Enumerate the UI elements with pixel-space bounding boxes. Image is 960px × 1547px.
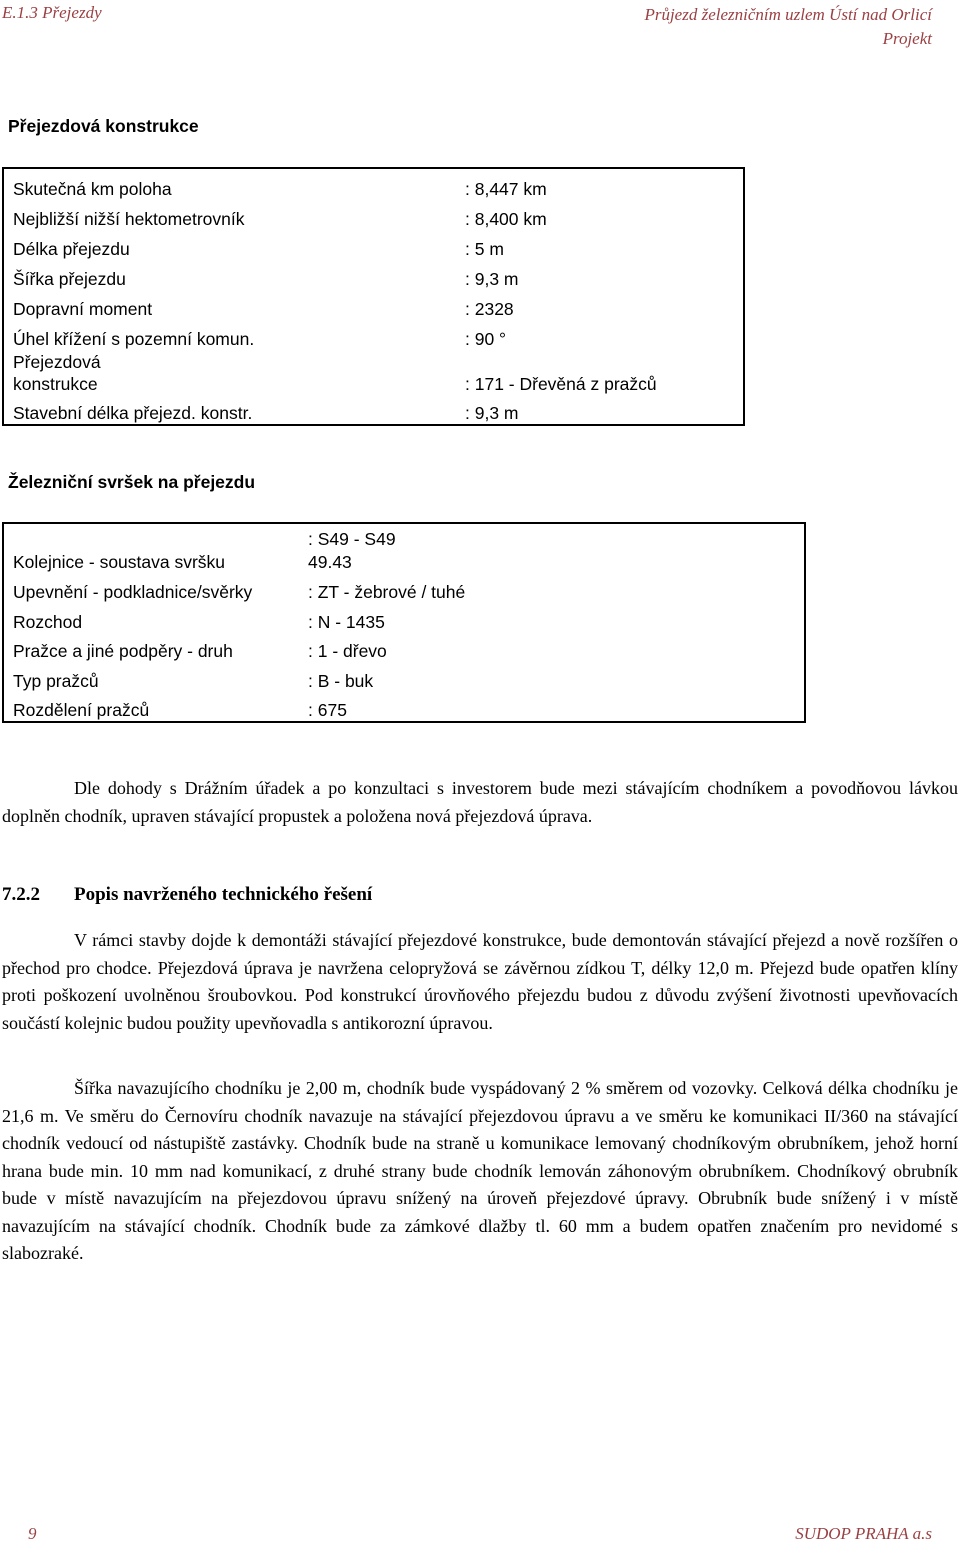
crossing-row-value: : 2328	[465, 299, 514, 319]
sidewalk-paragraph: Šířka navazujícího chodníku je 2,00 m, chodník bude vyspádovaný 2 % směrem od vozovky. Celková délka chodníku je 21,6 m. Ve směru do Černovíru chodník navazuje na stávající přejezdovou úpravu a ve směru ke komunikaci II/360 na stávající chodník vedoucí od nástupiště zastávky. Chodník bude na straně u komunikace lemovaný chodníkovým obrubníkem, jehož horní hrana bude min. 10 mm nad komunikací, z druhé strany bude chodník lemován záhonovým obrubníkem. Chodníkový obrubník bude v místě navazujícím na přejezdovou úpravu snížený na úroveň přejezdové úpravy. Obrubník bude snížený i v místě navazujícím na stávající chodník. Chodník bude za zámkové dlažby tl. 60 mm a budem opatřen značením pro nevidomé s slabozraké.	[2, 1078, 958, 1263]
crossing-row-label: konstrukce	[13, 374, 98, 394]
track-row-value: : ZT - žebrové / tuhé	[308, 582, 466, 602]
track-row-value: : S49 - S49	[308, 529, 396, 549]
crossing-row-value: : 90 °	[465, 329, 507, 349]
crossing-row-label: Skutečná km poloha	[13, 179, 172, 199]
crossing-row-label: Úhel křížení s pozemní komun.	[13, 329, 255, 349]
header-title-block	[644, 3, 932, 51]
track-row-label: Rozdělení pražců	[13, 700, 150, 720]
crossing-row-label: Nejbližší nižší hektometrovník	[13, 209, 245, 229]
track-row-label: Upevnění - podkladnice/svěrky	[13, 582, 253, 602]
agreement-paragraph: Dle dohody s Drážním úřadek a po konzultaci s investorem bude mezi stávajícím chodníkem a povodňovou lávkou doplněn chodník, upraven stávající propustek a položena nová přejezdová úprava.	[2, 778, 958, 826]
track-row-value: : N - 1435	[308, 612, 385, 632]
crossing-row-value: : 171 - Dřevěná z pražců	[465, 374, 657, 394]
track-section-title: Železniční svršek na přejezdu	[8, 472, 256, 492]
crossing-row-value: : 8,400 km	[465, 209, 547, 229]
section-heading-text: Popis navrženého technického řešení	[74, 884, 373, 905]
section-heading	[2, 884, 372, 906]
track-row-value: : B - buk	[308, 671, 374, 691]
crossing-row-value: : 5 m	[465, 239, 504, 259]
crossing-row-value: : 9,3 m	[465, 269, 519, 289]
header-subtitle: Projekt	[882, 29, 932, 48]
track-row-label: Pražce a jiné podpěry - druh	[13, 641, 233, 661]
crossing-section-title: Přejezdová konstrukce	[8, 116, 199, 136]
crossing-row-label: Přejezdová	[13, 352, 101, 372]
track-row-label: Rozchod	[13, 612, 83, 632]
crossing-row-label: Stavební délka přejezd. konstr.	[13, 403, 253, 423]
section-heading-number: 7.2.2	[2, 884, 40, 905]
track-parameters-box	[2, 522, 806, 723]
track-row-value: 49.43	[308, 552, 352, 572]
footer-company: SUDOP PRAHA a.s	[795, 1524, 932, 1543]
crossing-parameters-box	[2, 167, 745, 426]
crossing-row-label: Dopravní moment	[13, 299, 153, 319]
track-row-value: : 675	[308, 700, 347, 720]
technical-solution-paragraph: V rámci stavby dojde k demontáži stávající přejezdové konstrukce, bude demontován stávající přejezd a nově rozšířen o přechod pro chodce. Přejezdová úprava je navržena celopryžová se závěrnou zídkou T, délky 12,0 m. Přejezd bude opatřen klíny proti poškození uvolněnou šroubovkou. Pod konstrukcí úrovňového přejezdu budou z důvodu zvýšení životnosti upevňovacích součástí kolejnic budou použity upevňovadla s antikorozní úpravou.	[2, 930, 958, 1033]
crossing-row-label: Délka přejezdu	[13, 239, 130, 259]
page-number: 9	[28, 1524, 37, 1543]
header-section: E.1.3 Přejezdy	[2, 3, 102, 22]
track-row-label: Kolejnice - soustava svršku	[13, 552, 226, 572]
track-row-label: Typ pražců	[13, 671, 99, 691]
crossing-row-value: : 9,3 m	[465, 403, 519, 423]
crossing-row-value: : 8,447 km	[465, 179, 547, 199]
header-title: Průjezd železničním uzlem Ústí nad Orlicí	[644, 5, 932, 24]
crossing-row-label: Šířka přejezdu	[13, 269, 126, 289]
track-row-value: : 1 - dřevo	[308, 641, 387, 661]
